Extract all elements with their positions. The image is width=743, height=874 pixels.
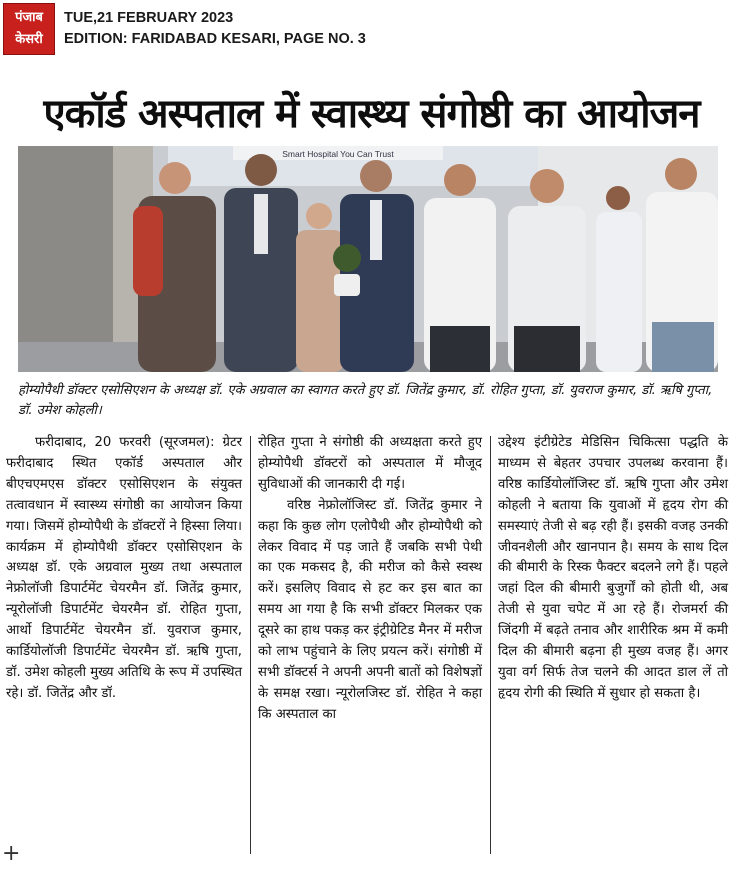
news-photo [18, 146, 718, 372]
article-column-1 [6, 433, 242, 705]
article-headline: एकॉर्ड अस्पताल में स्वास्थ्य संगोष्ठी का आयोजन [43, 91, 700, 137]
logo-line-1: पंजाब [15, 10, 43, 25]
person-7 [596, 186, 642, 372]
paragraph: फरीदाबाद, 20 फरवरी (सूरजमल): ग्रेटर फरीदाबाद स्थित एकॉर्ड अस्पताल और बीएचएमएस डॉक्टर एसोसिएशन के संयुक्त तत्वावधान में स्वास्थ्य संगोष्ठी का आयोजन किया गया। जिसमें होम्योपैथी के डॉक्टरों ने हिस्सा लिया। कार्यक्रम में होम्योपैथी डॉक्टर एसोसिएशन के अध्यक्ष डॉ. एके अग्रवाल मुख्य तथा अस्पताल नेफ्रोलॉजी डिपार्टमेंट चेयरमैन डॉ. जितेंद्र कुमार, न्यूरोलॉजी डिपार्टमेंट चेयरमैन डॉ. रोहित गुप्ता, आर्थो डिपार्टमेंट चेयरमैन डॉ. युवराज कुमार, कार्डियोलॉजी डिपार्टमेंट चेयरमैन डॉ. ऋषि गुप्ता, डॉ. उमेश कोहली मुख्य अतिथि के रूप में उपस्थित रहे। डॉ. जितेंद्र और डॉ. [6, 435, 242, 701]
article-column-2 [258, 433, 482, 726]
paragraph: उद्देश्य इंटीग्रेटेड मेडिसिन चिकित्सा पद्धति के माध्यम से बेहतर उपचार उपलब्ध करवाना हैं। वरिष्ठ कार्डियोलॉजिस्ट डॉ. ऋषि गुप्ता और उमेश कोहली ने बताया कि युवाओं में हृदय रोग की समस्याएं तेजी से बढ़ रही हैं। इसकी वजह उनकी जीवनशैली और खानपान है। समय के साथ दिल की बीमारी के रिस्क फैक्टर बदलने लगे हैं। पहले जहां दिल की बीमारी बुजुर्गों को होती थी, अब तेजी से युवा चपेट में आ रहे हैं। रोजमर्रा की जिंदगी में बढ़ते तनाव और शारीरिक श्रम में कमी दिल की बीमारी बढ़ना ही मुख्य वजह हैं। अगर युवा वर्ग सिर्फ तेज चलने की आदत डाल लें तो हृदय रोगी की स्थिति में सुधार हो सकता है। [498, 435, 728, 701]
edition-info: EDITION: FARIDABAD KESARI, PAGE NO. 3 [64, 31, 366, 47]
publication-date: TUE,21 FEBRUARY 2023 [64, 10, 234, 26]
crop-mark-icon: + [2, 841, 21, 866]
punjab-kesari-logo [3, 3, 55, 55]
photo-caption: होम्योपैथी डॉक्टर एसोसिएशन के अध्यक्ष डॉ. एके अग्रवाल का स्वागत करते हुए डॉ. जितेंद्र कुमार, डॉ. रोहित गुप्ता, डॉ. युवराज कुमार, डॉ. ऋषि गुप्ता, डॉ. उमेश कोहली। [18, 383, 713, 418]
column-divider-2 [490, 436, 491, 854]
paragraph: वरिष्ठ नेफ्रोलॉजिस्ट डॉ. जितेंद्र कुमार ने कहा कि कुछ लोग एलोपैथी और होम्योपैथी को लेकर विवाद में पड़ जाते हैं जबकि सभी पेथी का एक मकसद है, की मरीज को कैसे स्वस्थ करें। इसलिए विवाद से हट कर इस बात का समय आ गया है कि सभी डॉक्टर मिलकर एक दूसरे का हाथ पकड़ कर इंट्रीग्रेटिड मैनर में मरीज को लाभ पहुंचाने के लिए प्रयत्न करें। संगोष्ठी में सभी डॉक्टर्स ने अपनी अपनी बातों को विशेषज्ञों के समक्ष रखा। न्यूरोलजिस्ट डॉ. रोहित ने कहा कि अस्पताल का [258, 497, 482, 722]
article-column-3 [498, 433, 728, 705]
photo-banner-text: Smart Hospital You Can Trust [282, 149, 394, 159]
logo-line-2: केसरी [15, 32, 43, 47]
edition-meta [64, 8, 366, 50]
group-photo-icon [18, 146, 718, 372]
column-divider-1 [250, 436, 251, 854]
paragraph: रोहित गुप्ता ने संगोष्ठी की अध्यक्षता करते हुए होम्योपैथी डॉक्टरों को अस्पताल में मौजूद सुविधाओं की जानकारी दी गई। [258, 435, 482, 492]
